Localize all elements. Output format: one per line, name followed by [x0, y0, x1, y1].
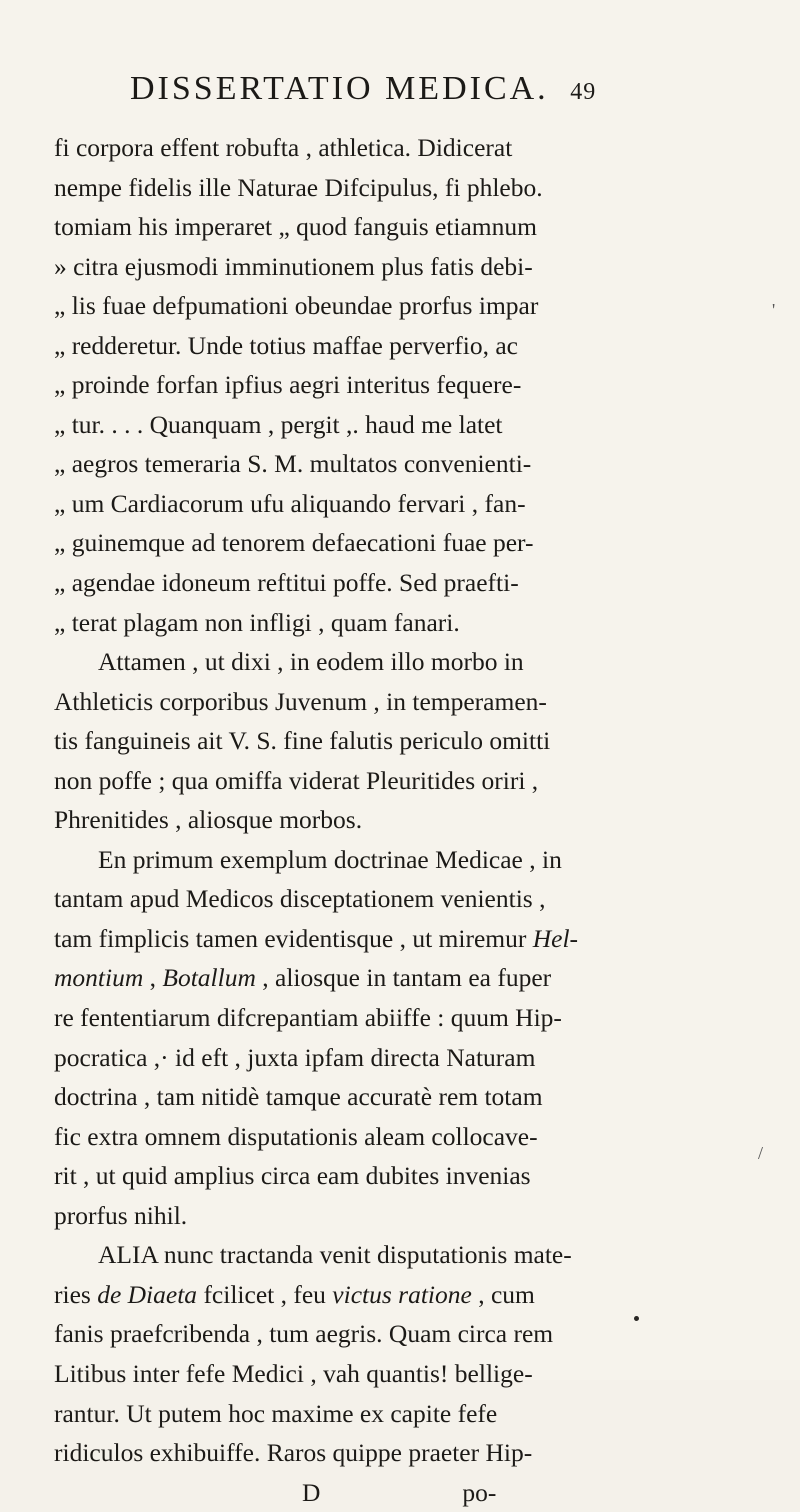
text-line: pocratica ,· id eft , juxta ipfam directa Naturam	[54, 1042, 536, 1072]
text-line: rit , ut quid amplius circa eam dubites invenias	[54, 1161, 531, 1191]
text-line: „ guinemque ad tenorem defaecationi fuae per-	[54, 528, 534, 558]
text-line: doctrina , tam nitidè tamque accuratè rem totam	[54, 1082, 543, 1112]
running-title: DISSERTATIO MEDICA.	[130, 70, 549, 107]
text-line: „ proinde forfan ipfius aegri interitus fequere-	[54, 370, 522, 400]
text-line: ridiculos exhibuiffe. Raros quippe praeter Hip-	[54, 1438, 533, 1468]
text-line: „ redderetur. Unde totius maffae perverfio, ac	[54, 330, 518, 360]
text-line: „ lis fuae defpumationi obeundae prorfus impar	[54, 291, 539, 321]
text-line: nempe fidelis ille Naturae Difcipulus, fi phlebo.	[54, 172, 543, 202]
text-line: „ aegros temeraria S. M. multatos convenienti-	[54, 449, 532, 479]
ink-spot	[634, 1316, 639, 1321]
text-line: rantur. Ut putem hoc maxime ex capite fefe	[54, 1398, 498, 1428]
running-head	[130, 70, 770, 108]
text-line: „ terat plagam non infligi , quam fanari.	[54, 607, 460, 637]
text-line: tomiam his imperaret „ quod fanguis etiamnum	[54, 212, 537, 242]
text-line: tis fanguineis ait V. S. fine falutis periculo omitti	[54, 726, 551, 756]
text-line: fi corpora effent robufta , athletica. Didicerat	[54, 133, 513, 162]
text-line: „ agendae idoneum reftitui poffe. Sed praefti-	[54, 568, 519, 598]
text-line: „ um Cardiacorum ufu aliquando fervari , fan-	[54, 488, 526, 518]
paragraph-first-line: En primum exemplum doctrinae Medicae , in	[98, 844, 562, 874]
body-text	[54, 128, 754, 1512]
text-line: ries de Diaeta fcilicet , feu victus ratione , cum	[54, 1279, 535, 1309]
paragraph-first-line: Attamen , ut dixi , in eodem illo morbo in	[98, 647, 524, 677]
text-line: montium , Botallum , aliosque in tantam ea fuper	[54, 963, 552, 993]
text-line: Athleticis corporibus Juvenum , in temperamen-	[54, 686, 547, 716]
text-line: re fententiarum difcrepantiam abiiffe : quum Hip-	[54, 1003, 562, 1033]
text-line: tam fimplicis tamen evidentisque , ut miremur Hel-	[54, 923, 579, 953]
text-line: Phrenitides , aliosque morbos.	[54, 805, 363, 835]
catchword: po-	[462, 1477, 497, 1507]
text-line: Litibus inter fefe Medici , vah quantis! bellige-	[54, 1358, 533, 1388]
text-line: tantam apud Medicos disceptationem venientis ,	[54, 884, 546, 914]
text-line: non poffe ; qua omiffa viderat Pleuritides oriri ,	[54, 765, 539, 795]
signature-mark: D	[302, 1477, 321, 1507]
text-line: » citra ejusmodi imminutionem plus fatis debi-	[54, 251, 533, 281]
page-footer-line	[54, 1473, 754, 1512]
page-number: 49	[570, 79, 597, 105]
text-line: fic extra omnem disputationis aleam collocave-	[54, 1121, 538, 1151]
paragraph-first-line: ALIA nunc tractanda venit disputationis mate-	[98, 1240, 572, 1270]
margin-speck: /	[758, 1143, 764, 1163]
text-line: fanis praefcribenda , tum aegris. Quam circa rem	[54, 1319, 554, 1349]
margin-speck: '	[772, 300, 776, 320]
text-line: prorfus nihil.	[54, 1200, 188, 1230]
text-line: „ tur. . . . Quanquam , pergit ,. haud me latet	[54, 409, 503, 439]
